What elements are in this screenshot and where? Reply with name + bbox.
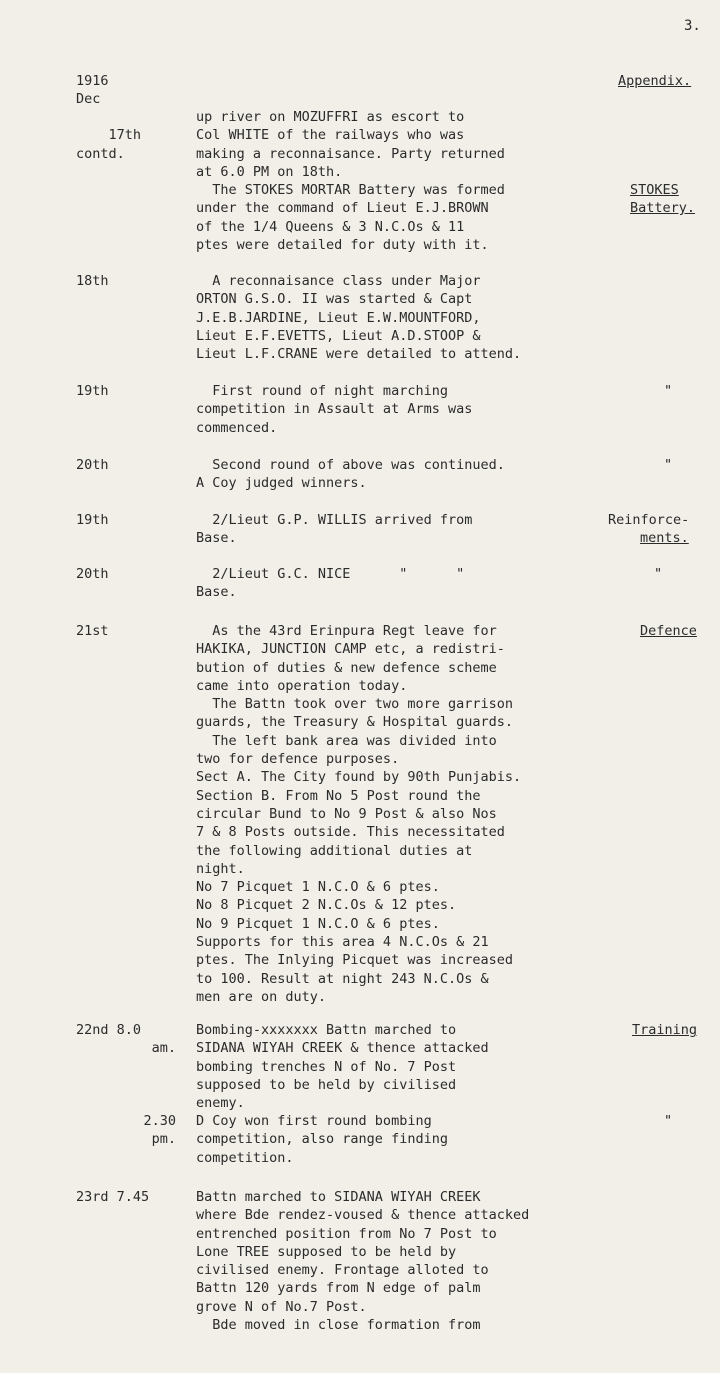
text-line: A reconnaisance class under Major bbox=[196, 273, 481, 289]
text-line: First round of night marching bbox=[196, 383, 448, 399]
text-line: The left bank area was divided into bbox=[196, 732, 497, 749]
text-line: Lieut L.F.CRANE were detailed to attend. bbox=[196, 346, 522, 363]
text-line: As the 43rd Erinpura Regt leave for bbox=[196, 623, 497, 639]
text-line: 7 & 8 Posts outside. This necessitated bbox=[196, 824, 505, 841]
text-line: circular Bund to No 9 Post & also Nos bbox=[196, 805, 497, 822]
text-line: Battn marched to SIDANA WIYAH CREEK bbox=[196, 1189, 481, 1205]
appendix-note: ments. bbox=[640, 530, 689, 546]
text-line: grove N of No.7 Post. bbox=[196, 1298, 367, 1315]
text-line: Second round of above was continued. bbox=[196, 457, 505, 473]
text-line: bombing trenches N of No. 7 Post bbox=[196, 1058, 457, 1075]
text-line: The Battn took over two more garrison bbox=[196, 696, 513, 713]
entry-time: am. bbox=[151, 1040, 176, 1056]
text-line: No 7 Picquet 1 N.C.O & 6 ptes. bbox=[196, 879, 440, 896]
text-line: Bde moved in close formation from bbox=[196, 1317, 481, 1334]
entry-date: 18th bbox=[76, 273, 109, 289]
text-line: Bombing-xxxxxxx Battn marched to bbox=[196, 1022, 457, 1038]
text-line: J.E.B.JARDINE, Lieut E.W.MOUNTFORD, bbox=[196, 309, 481, 326]
text-line: No 8 Picquet 2 N.C.Os & 12 ptes. bbox=[196, 897, 457, 914]
text-line: ORTON G.S.O. II was started & Capt bbox=[196, 291, 473, 308]
text-line: enemy. bbox=[196, 1095, 245, 1112]
appendix-note: Training bbox=[632, 1022, 698, 1038]
entry-date: 19th bbox=[76, 383, 109, 399]
text-line: Base. bbox=[196, 530, 237, 547]
entry-text bbox=[196, 622, 646, 1006]
text-line: Section B. From No 5 Post round the bbox=[196, 787, 481, 804]
text-line: Col WHITE of the railways who was bbox=[196, 127, 465, 144]
entry-time: 2.30 bbox=[143, 1113, 176, 1129]
text-line: 2/Lieut G.C. NICE " " bbox=[196, 566, 465, 582]
text-line: The STOKES MORTAR Battery was formed bbox=[196, 182, 505, 199]
text-line: Supports for this area 4 N.C.Os & 21 bbox=[196, 934, 489, 951]
entry-date: 19th bbox=[76, 512, 109, 528]
appendix-note: Defence bbox=[640, 623, 697, 639]
entry-text bbox=[196, 108, 646, 254]
entry-text bbox=[196, 272, 646, 363]
text-line: ptes. The Inlying Picquet was increased bbox=[196, 952, 513, 969]
date-line: 17th bbox=[108, 127, 142, 144]
entry-text bbox=[196, 382, 646, 437]
month: Dec bbox=[76, 91, 101, 107]
appendix-note: Battery. bbox=[630, 200, 696, 216]
text-line: the following additional duties at bbox=[196, 842, 473, 859]
ditto-mark: " bbox=[654, 566, 663, 582]
text-line: commenced. bbox=[196, 419, 278, 436]
text-line: of the 1/4 Queens & 3 N.C.Os & 11 bbox=[196, 218, 465, 235]
text-line: 2/Lieut G.P. WILLIS arrived from bbox=[196, 512, 473, 528]
text-line: D Coy won first round bombing bbox=[196, 1113, 432, 1129]
text-line: Lieut E.F.EVETTS, Lieut A.D.STOOP & bbox=[196, 327, 481, 344]
text-line: Base. bbox=[196, 584, 237, 601]
entry-date: 23rd 7.45 bbox=[76, 1189, 150, 1205]
entry-date: 20th bbox=[76, 566, 109, 582]
text-line: supposed to be held by civilised bbox=[196, 1076, 457, 1093]
ditto-mark: " bbox=[664, 383, 673, 399]
ditto-mark: " bbox=[664, 457, 673, 473]
text-line: to 100. Result at night 243 N.C.Os & bbox=[196, 970, 489, 987]
entry-text bbox=[196, 1188, 646, 1334]
entry-date bbox=[76, 108, 141, 199]
text-line: SIDANA WIYAH CREEK & thence attacked bbox=[196, 1040, 489, 1057]
text-line: guards, the Treasury & Hospital guards. bbox=[196, 714, 513, 731]
appendix-note: Reinforce- bbox=[608, 512, 690, 528]
text-line: entrenched position from No 7 Post to bbox=[196, 1225, 497, 1242]
text-line: bution of duties & new defence scheme bbox=[196, 659, 497, 676]
appendix-note: STOKES bbox=[630, 182, 679, 198]
text-line: night. bbox=[196, 860, 245, 877]
text-line: ptes were detailed for duty with it. bbox=[196, 237, 489, 254]
text-line: came into operation today. bbox=[196, 677, 408, 694]
date-line: contd. bbox=[76, 145, 125, 162]
text-line: up river on MOZUFFRI as escort to bbox=[196, 109, 465, 125]
entry-date: 21st bbox=[76, 623, 109, 639]
year: 1916 bbox=[76, 73, 109, 89]
appendix-heading: Appendix. bbox=[618, 73, 692, 89]
entry-text bbox=[196, 456, 646, 493]
text-line: competition, also range finding bbox=[196, 1131, 448, 1148]
entry-text bbox=[196, 565, 646, 602]
text-line: at 6.0 PM on 18th. bbox=[196, 163, 343, 180]
entry-text bbox=[196, 1112, 646, 1167]
text-line: Battn 120 yards from N edge of palm bbox=[196, 1280, 481, 1297]
text-line: where Bde rendez-voused & thence attacked bbox=[196, 1207, 530, 1224]
text-line: HAKIKA, JUNCTION CAMP etc, a redistri- bbox=[196, 641, 505, 658]
text-line: Lone TREE supposed to be held by bbox=[196, 1243, 457, 1260]
entry-text bbox=[196, 1021, 646, 1112]
text-line: No 9 Picquet 1 N.C.O & 6 ptes. bbox=[196, 915, 440, 932]
text-line: making a reconnaisance. Party returned bbox=[196, 145, 505, 162]
text-line: competition in Assault at Arms was bbox=[196, 401, 473, 418]
text-line: competition. bbox=[196, 1149, 294, 1166]
entry-date: 22nd 8.0 bbox=[76, 1022, 142, 1038]
text-line: Sect A. The City found by 90th Punjabis. bbox=[196, 769, 522, 786]
text-line: civilised enemy. Frontage alloted to bbox=[196, 1262, 489, 1279]
text-line: men are on duty. bbox=[196, 988, 327, 1005]
entry-date: 20th bbox=[76, 457, 109, 473]
page-number: 3. bbox=[684, 18, 701, 34]
entry-text bbox=[196, 511, 646, 548]
text-line: two for defence purposes. bbox=[196, 751, 400, 768]
entry-time: pm. bbox=[151, 1131, 176, 1147]
text-line: A Coy judged winners. bbox=[196, 475, 367, 492]
text-line: under the command of Lieut E.J.BROWN bbox=[196, 200, 489, 217]
ditto-mark: " bbox=[664, 1113, 673, 1129]
